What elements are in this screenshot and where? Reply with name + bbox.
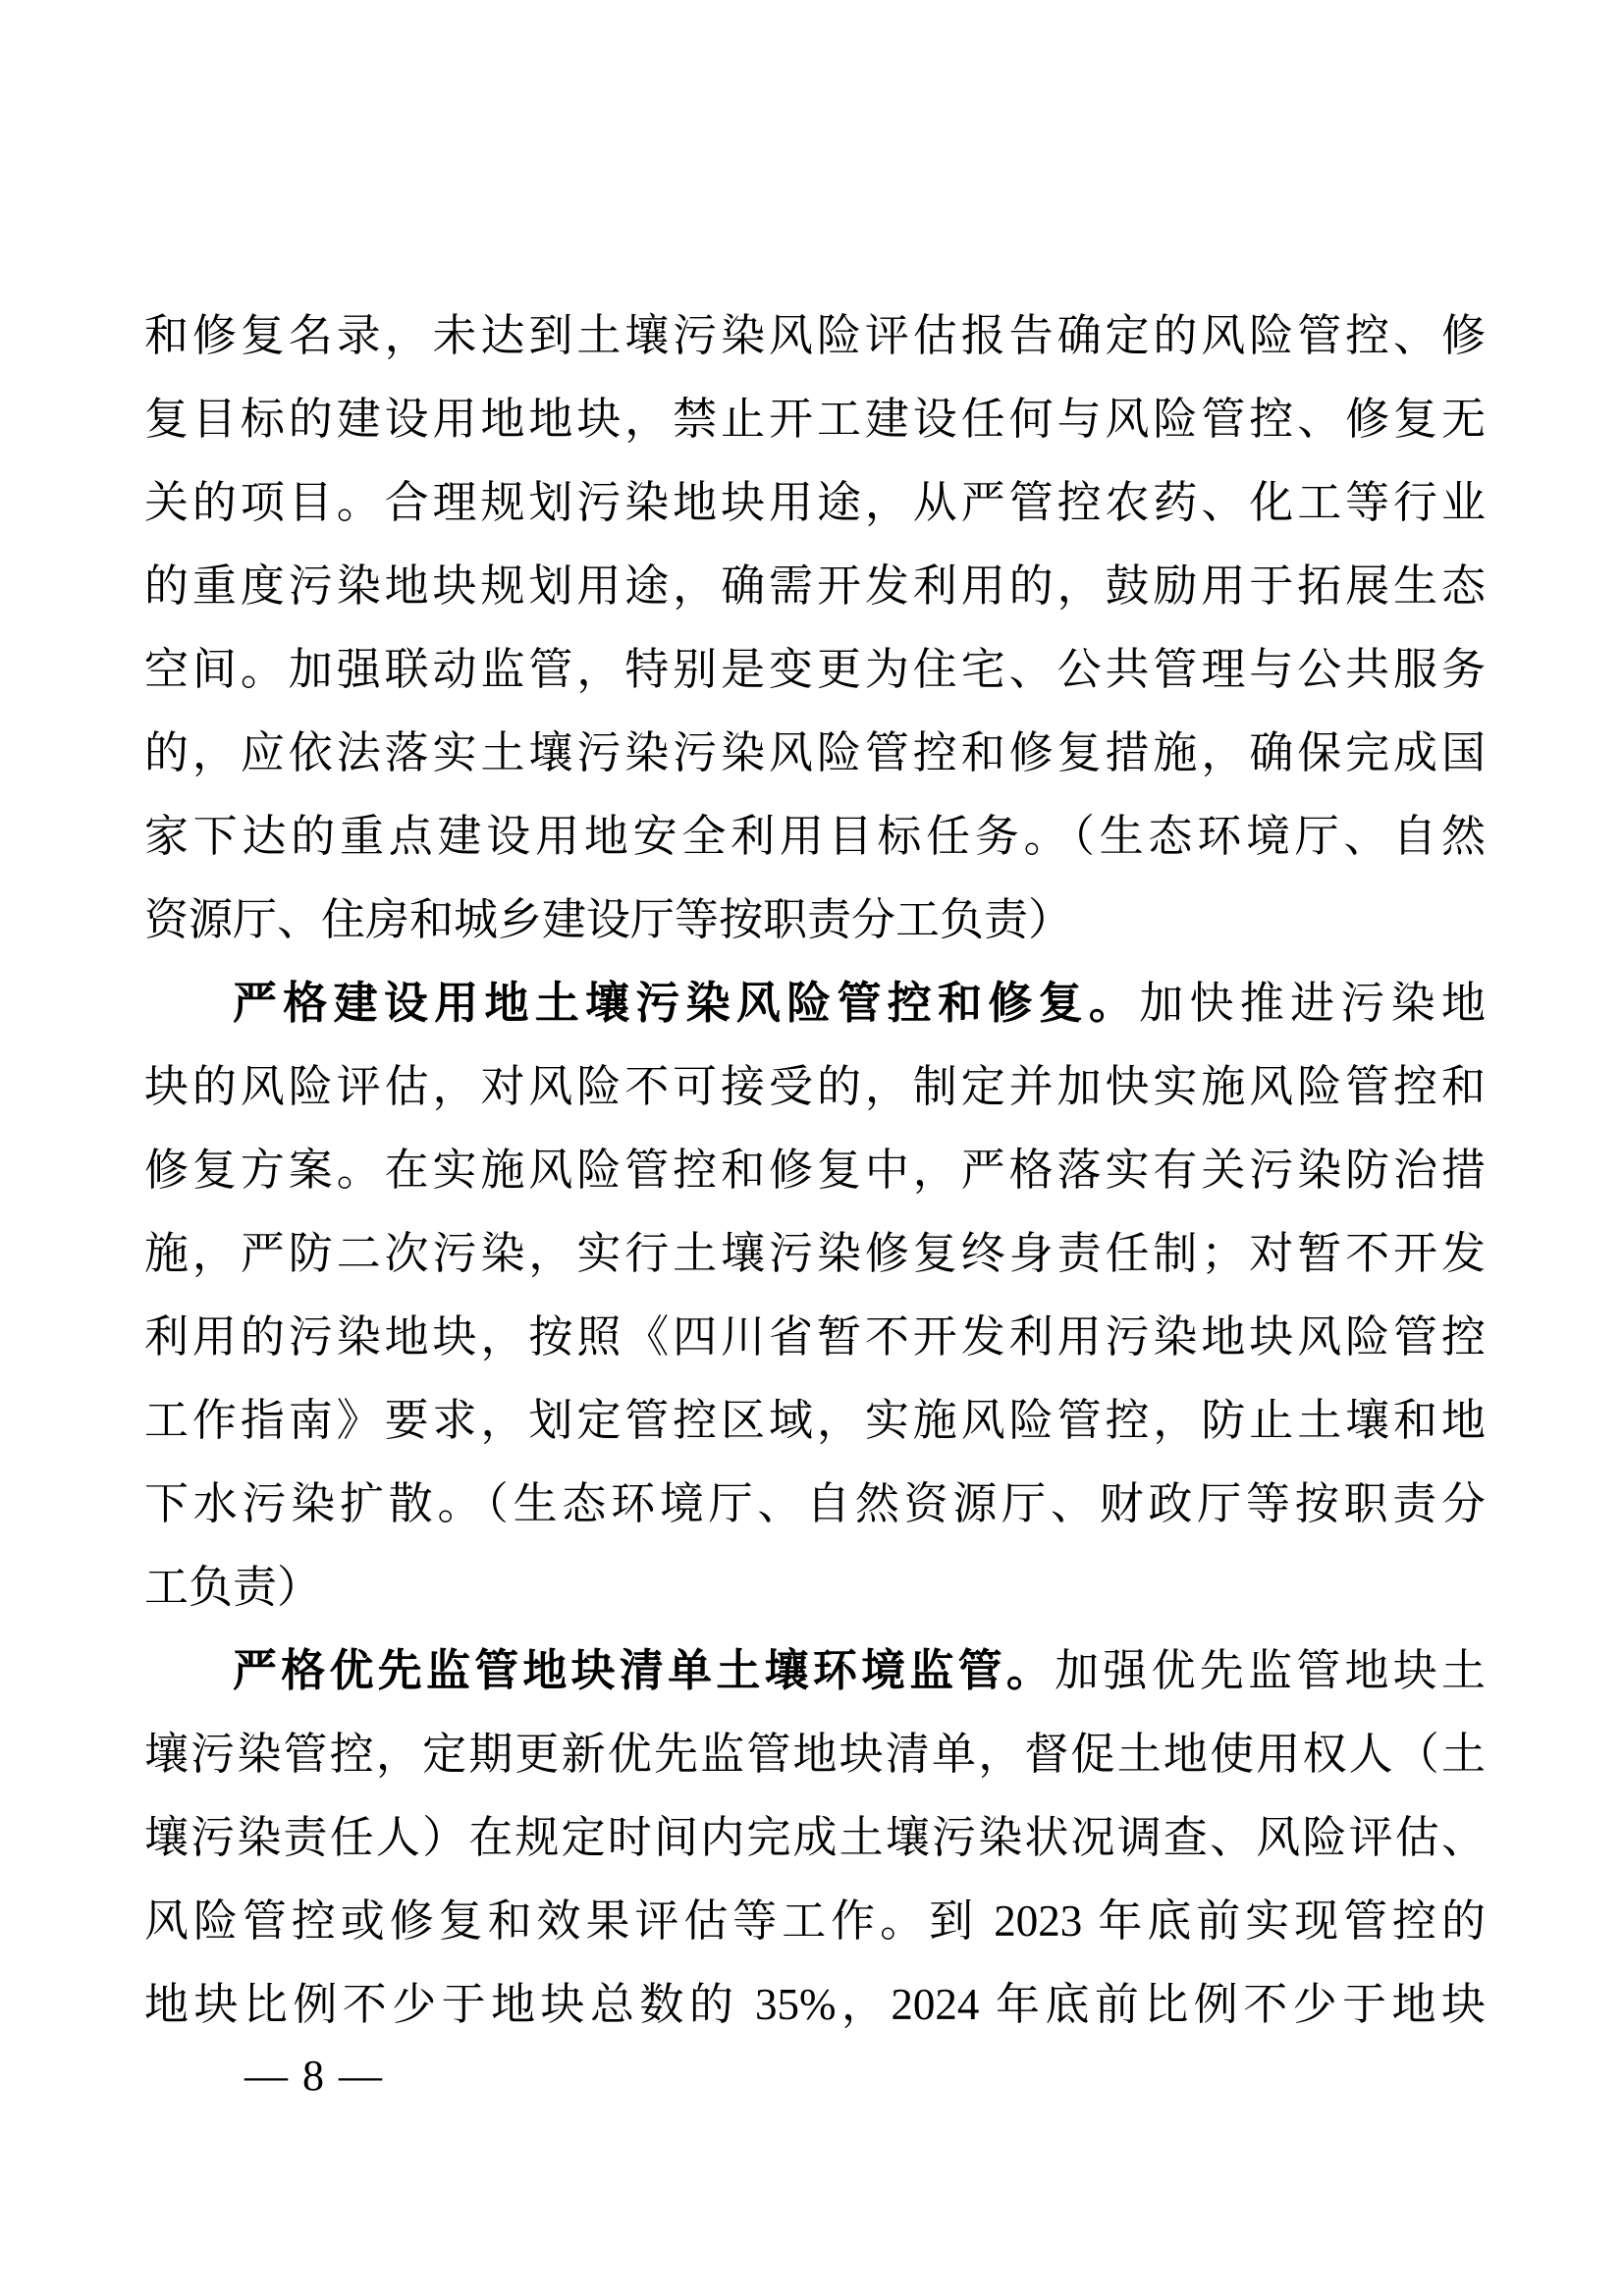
body-line: 的，应依法落实土壤污染污染风险管控和修复措施，确保完成国 (144, 728, 1486, 777)
body-line-paragraph-end: 工负责） (144, 1563, 322, 1612)
body-line: 和修复名录，未达到土壤污染风险评估报告确定的风险管控、修 (144, 311, 1486, 360)
body-line: 利用的污染地块，按照《四川省暂不开发利用污染地块风险管控 (144, 1312, 1486, 1362)
paragraph-lead-line (144, 1629, 1486, 1713)
body-line: 壤污染责任人）在规定时间内完成土壤污染状况调查、风险评估、 (144, 1813, 1486, 1862)
paragraph-lead-line (144, 962, 1486, 1045)
body-line: 工作指南》要求，划定管控区域，实施风险管控，防止土壤和地 (144, 1396, 1486, 1445)
body-line-paragraph-end: 资源厅、住房和城乡建设厅等按职责分工负责） (144, 895, 1073, 944)
paragraph-heading-run: 严格建设用地土壤污染风险管控和修复。 (233, 979, 1140, 1028)
body-line: 空间。加强联动监管，特别是变更为住宅、公共管理与公共服务 (144, 645, 1486, 694)
body-line: 家下达的重点建设用地安全利用目标任务。（生态环境厅、自然 (144, 812, 1486, 861)
body-line: 块的风险评估，对风险不可接受的，制定并加快实施风险管控和 (144, 1062, 1486, 1111)
body-text (144, 294, 1486, 2047)
body-line: 壤污染管控，定期更新优先监管地块清单，督促土地使用权人（土 (144, 1730, 1486, 1779)
body-line: 的重度污染地块规划用途，确需开发利用的，鼓励用于拓展生态 (144, 561, 1486, 611)
body-text-run: 加快推进污染地 (1139, 979, 1486, 1028)
body-text-run: 加强优先监管地块土 (1055, 1646, 1486, 1695)
body-line: 关的项目。合理规划污染地块用途，从严管控农药、化工等行业 (144, 478, 1486, 527)
body-line: 施，严防二次污染，实行土壤污染修复终身责任制；对暂不开发 (144, 1229, 1486, 1278)
body-line: 修复方案。在实施风险管控和修复中，严格落实有关污染防治措 (144, 1146, 1486, 1195)
paragraph-heading-run: 严格优先监管地块清单土壤环境监管。 (233, 1646, 1056, 1695)
body-line: 风险管控或修复和效果评估等工作。到 2023 年底前实现管控的 (144, 1896, 1486, 1946)
body-line: 下水污染扩散。（生态环境厅、自然资源厅、财政厅等按职责分 (144, 1479, 1486, 1528)
body-line: 地块比例不少于地块总数的 35%，2024 年底前比例不少于地块 (144, 1980, 1486, 2029)
body-line: 复目标的建设用地地块，禁止开工建设任何与风险管控、修复无 (144, 395, 1486, 444)
page-number: — 8 — (244, 2052, 384, 2100)
